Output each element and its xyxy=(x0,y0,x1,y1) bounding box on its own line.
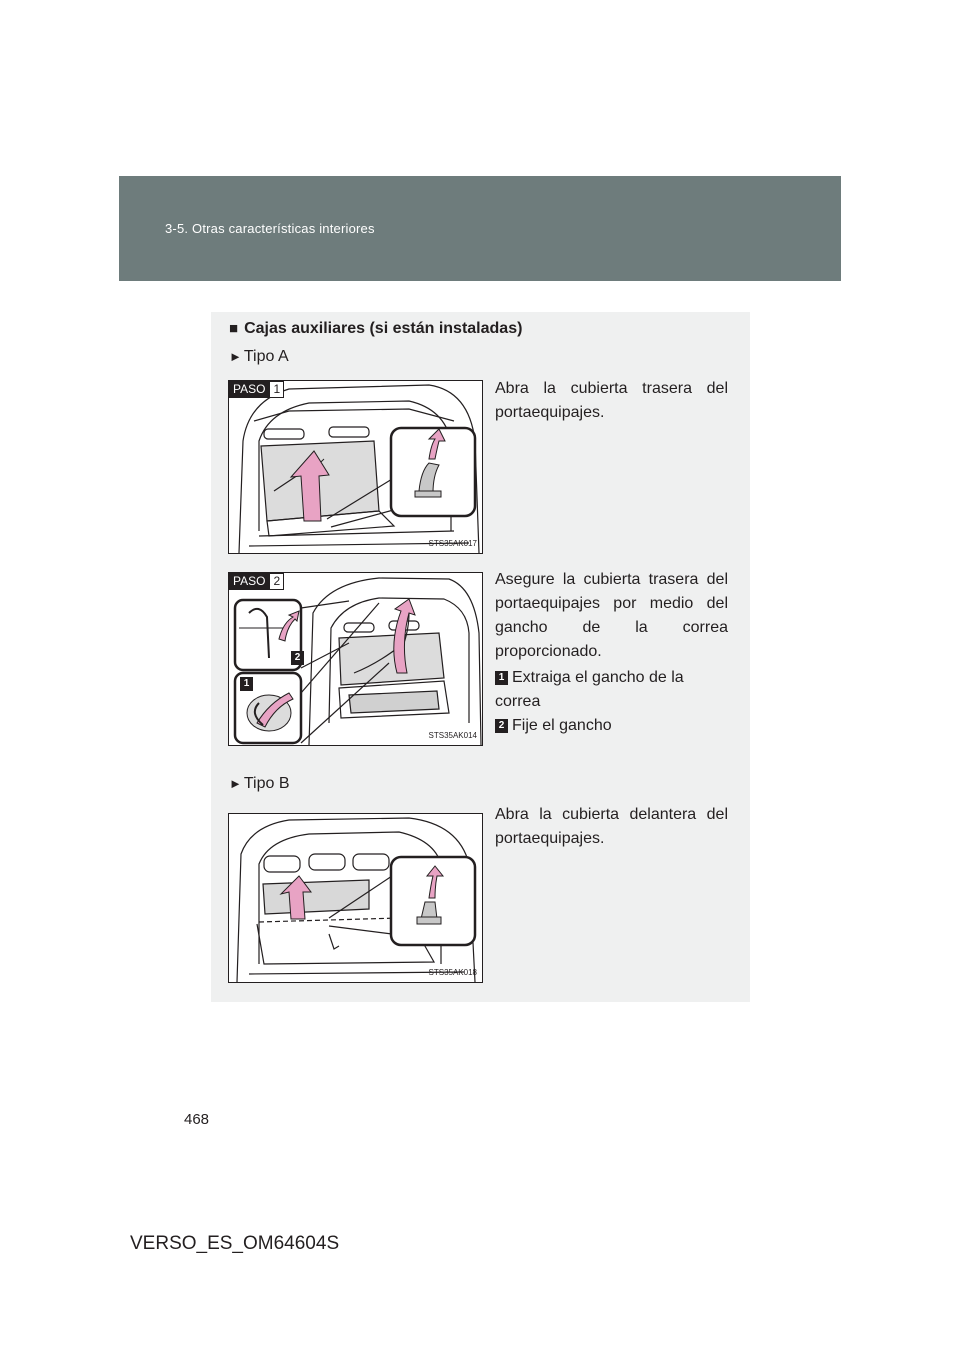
section-title xyxy=(229,320,522,338)
step-badge-label: PASO xyxy=(229,381,269,398)
step-badge xyxy=(229,573,284,590)
document-code: VERSO_ES_OM64604S xyxy=(130,1233,340,1254)
number-marker-icon: 1 xyxy=(495,671,508,685)
step-2-instruction: Asegure la cubierta trasera del portaequipajes por medio del gancho de la correa proporcionado. xyxy=(495,571,728,660)
sub-item-text: Fije el gancho xyxy=(512,717,612,734)
number-marker-icon: 2 xyxy=(495,719,508,733)
figure-type-b xyxy=(228,813,483,983)
callout-2-badge: 2 xyxy=(291,651,304,665)
figure-code: STS35AK017 xyxy=(428,539,477,548)
type-b-text: Tipo B xyxy=(243,775,290,792)
trunk-hook-strap-illustration xyxy=(229,573,482,745)
page-number: 468 xyxy=(184,1111,210,1128)
triangle-bullet-icon: ► xyxy=(229,776,242,791)
sub-item-text: Extraiga el gancho de la correa xyxy=(495,669,684,710)
section-header-title: 3-5. Otras características interiores xyxy=(165,221,375,236)
step-badge-number: 1 xyxy=(269,381,284,398)
step-badge-number: 2 xyxy=(269,573,284,590)
step-badge-label: PASO xyxy=(229,573,269,590)
trunk-front-cover-illustration xyxy=(229,814,482,982)
figure-code: STS35AK018 xyxy=(428,968,477,977)
type-b-instruction: Abra la cubierta delantera del portaequipajes. xyxy=(495,806,728,847)
square-bullet-icon: ■ xyxy=(229,320,239,337)
type-a-text: Tipo A xyxy=(243,348,289,365)
step-badge xyxy=(229,381,284,398)
figure-step-1 xyxy=(228,380,483,554)
step-1-instruction: Abra la cubierta trasera del portaequipajes. xyxy=(495,380,728,421)
sub-item-2 xyxy=(495,714,728,738)
figure-step-2 xyxy=(228,572,483,746)
trunk-rear-cover-illustration xyxy=(229,381,482,553)
callout-1-badge: 1 xyxy=(240,677,253,691)
section-title-text: Cajas auxiliares (si están instaladas) xyxy=(244,320,523,337)
type-b-label xyxy=(229,775,290,793)
triangle-bullet-icon: ► xyxy=(229,349,242,364)
type-a-label xyxy=(229,348,289,366)
sub-item-1 xyxy=(495,666,728,714)
figure-code: STS35AK014 xyxy=(428,731,477,740)
